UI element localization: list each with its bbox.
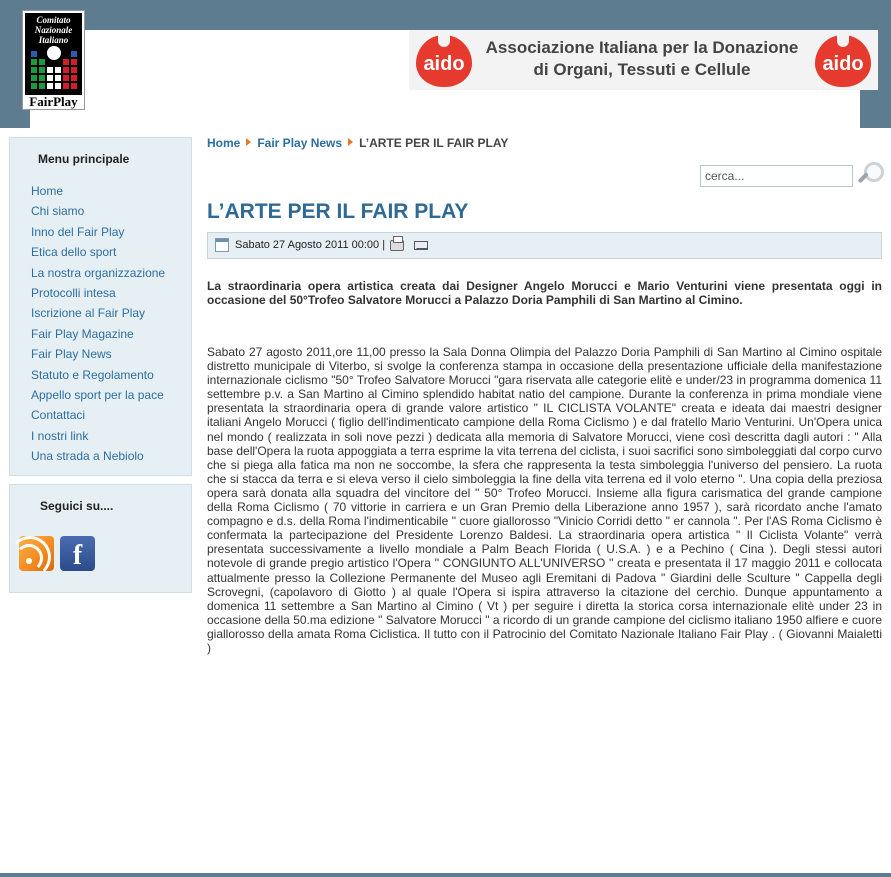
menu-item-link[interactable]: I nostri link	[31, 428, 89, 443]
email-icon[interactable]	[414, 241, 428, 250]
search-input[interactable]	[700, 165, 853, 187]
menu-item-appello[interactable]: Appello sport per la pace	[31, 387, 164, 402]
breadcrumb-arrow-icon	[348, 138, 353, 146]
aido-logo-left	[416, 35, 472, 87]
menu-item-etica-sport[interactable]: Etica dello sport	[31, 245, 117, 260]
main-menu-list	[31, 183, 165, 468]
aido-logo-text: aido	[423, 53, 465, 75]
breadcrumb	[207, 136, 508, 150]
menu-item-protocolli[interactable]: Protocolli intesa	[31, 285, 116, 300]
breadcrumb-fair-play-news[interactable]: Fair Play News	[257, 136, 343, 150]
search-button[interactable]	[857, 161, 887, 191]
aido-banner-text	[473, 37, 811, 81]
follow-panel	[9, 484, 192, 593]
menu-item-magazine[interactable]: Fair Play Magazine	[31, 326, 134, 341]
aido-banner[interactable]	[409, 30, 878, 90]
logo-text-line-1: Comitato	[36, 15, 71, 25]
article-date: Sabato 27 Agosto 2011 00:00 |	[235, 239, 386, 251]
menu-item-statuto[interactable]: Statuto e Regolamento	[31, 367, 154, 382]
aido-logo-right	[815, 35, 871, 87]
menu-item-chi-siamo[interactable]: Chi siamo	[31, 204, 85, 219]
logo-text-line-2: Nazionale	[34, 25, 73, 35]
facebook-icon[interactable]: f	[60, 536, 95, 571]
aido-banner-line-2: di Organi, Tessuti e Cellule	[533, 60, 751, 79]
follow-title: Seguici su....	[40, 499, 114, 513]
logo-ball	[47, 46, 61, 60]
menu-title: Menu principale	[38, 152, 130, 166]
header-band	[0, 0, 891, 30]
logo-fairplay-text: FairPlay	[29, 94, 78, 109]
fairplay-logo[interactable]	[22, 10, 85, 110]
breadcrumb-home[interactable]: Home	[207, 136, 241, 150]
breadcrumb-current: L’ARTE PER IL FAIR PLAY	[359, 136, 509, 150]
rss-icon[interactable]	[19, 536, 54, 571]
aido-logo-text: aido	[822, 53, 864, 75]
print-icon[interactable]	[390, 240, 404, 251]
menu-item-strada-nebiolo[interactable]: Una strada a Nebiolo	[31, 449, 144, 464]
article-meta-bar	[207, 232, 882, 259]
article-lead: La straordinaria opera artistica creata dai Designer Angelo Morucci e Mario Venturini viene presentata oggi in occasione del 50°Trofeo Salvatore Morucci a Palazzo Doria Pamphili di San Martino al Cimino.	[207, 279, 882, 308]
article-body: Sabato 27 agosto 2011,ore 11,00 presso la Sala Donna Olimpia del Palazzo Doria Pamphili di San Martino al Cimino ospitale distretto municipale di Viterbo, si svolge la conferenza stampa in occasione della presentazione ufficiale della manifestazione internazionale ciclismo "50° Trofeo Salvatore Morucci "gara riservata alle categorie elitè e under/23 in programma domenica 11 settembre p.v. a San Martino al Cimino splendido habitat natio del campione. Durante la conferenza in prima mondiale viene presentata la straordinaria opera di grande valore artistico " IL CICLISTA VOLANTE" creata e ideata dai maestri designer italiani Angelo Morucci ( figlio dell'indimenticato campione della Roma Ciclismo ) e dal fratello Mario Venturini. Un'Opera unica nel mondo ( realizzata in soli nove pezzi ) dedicata alla memoria di Salvatore Morucci, viene così descritta dagli autori : " Alla base dell'Opera la ruota appoggiata a terra esprime la vita terrena del ciclista, i suoi sacrifici sono simboleggiati dal corpo curvo che si piega alla fatica ma non ne soccombe, la sfera che rappresenta la testa simboleggia l'universo del pensiero. La ruota che si stacca da terra e si eleva verso il cielo simboleggia la fine della vita terrena ed il volo eterno ". Una copia della preziosa opera sarà donata alla squadra del vincitore del " 50° Trofeo Morucci. Insieme alla figura carismatica del grande campione della Roma Ciclismo ( 70 vittorie in carriera e un Gran Premio della Liberazione anno 1957 ), sarà ricordato anche l'amato compagno e d.s. della Roma l'indimenticabile " cuore giallorosso "Vinicio Corridi detto " er cannola ". Per l'AS Roma Ciclismo è confermata la partecipazione del Presidente Lorenzo Baldesi. La straordinaria opera artistica " Il Ciclista Volante" verrà presentata successivamente a livello mondiale a Palm Beach Florida ( U.S.A. ) e a Pechino ( Cina ). Degli stessi autori notevole di grande pregio artistico l'Opera " CONGIUNTO ALL'UNIVERSO " creata e presentata il 17 maggio 2011 e collocata attualmente presso la Collezione Permanente del Museo agli Eremitani di Padova " Giardini delle Sculture " Cappella degli Scrovegni, (capolavoro di Giotto ) al quale l'Opera si ispira attraverso la citazione del cerchio. Dunque appuntamento a domenica 11 settembre a San Martino al Cimino ( Vt ) per seguire i diretta la storica corsa internazionale elitè under 23 in occasione della 50.ma edizione " Salvatore Morucci " a ricordo di un grande campione del ciclismo italiano 1950 alfiere e cuore giallorosso della amata Roma Ciclistica. Il tutto con il Patrocinio del Comitato Nazionale Italiano Fair Play . ( Giovanni Maialetti )	[207, 345, 882, 655]
footer-band	[0, 873, 891, 877]
aido-banner-line-1: Associazione Italiana per la Donazione	[485, 38, 799, 57]
menu-item-contattaci[interactable]: Contattaci	[31, 408, 86, 423]
menu-item-home[interactable]: Home	[31, 184, 64, 198]
menu-item-inno-fair-play[interactable]: Inno del Fair Play	[31, 224, 125, 239]
breadcrumb-arrow-icon	[246, 138, 251, 146]
menu-item-iscrizione[interactable]: Iscrizione al Fair Play	[31, 306, 146, 321]
calendar-icon	[215, 238, 229, 252]
logo-text-line-3: Italiano	[38, 35, 69, 45]
menu-item-news[interactable]: Fair Play News	[31, 347, 112, 362]
logo-emblem	[25, 13, 82, 95]
main-menu-panel	[9, 137, 192, 476]
search-icon	[864, 162, 884, 182]
menu-item-organizzazione[interactable]: La nostra organizzazione	[31, 265, 166, 280]
article-title: L’ARTE PER IL FAIR PLAY	[207, 200, 469, 223]
